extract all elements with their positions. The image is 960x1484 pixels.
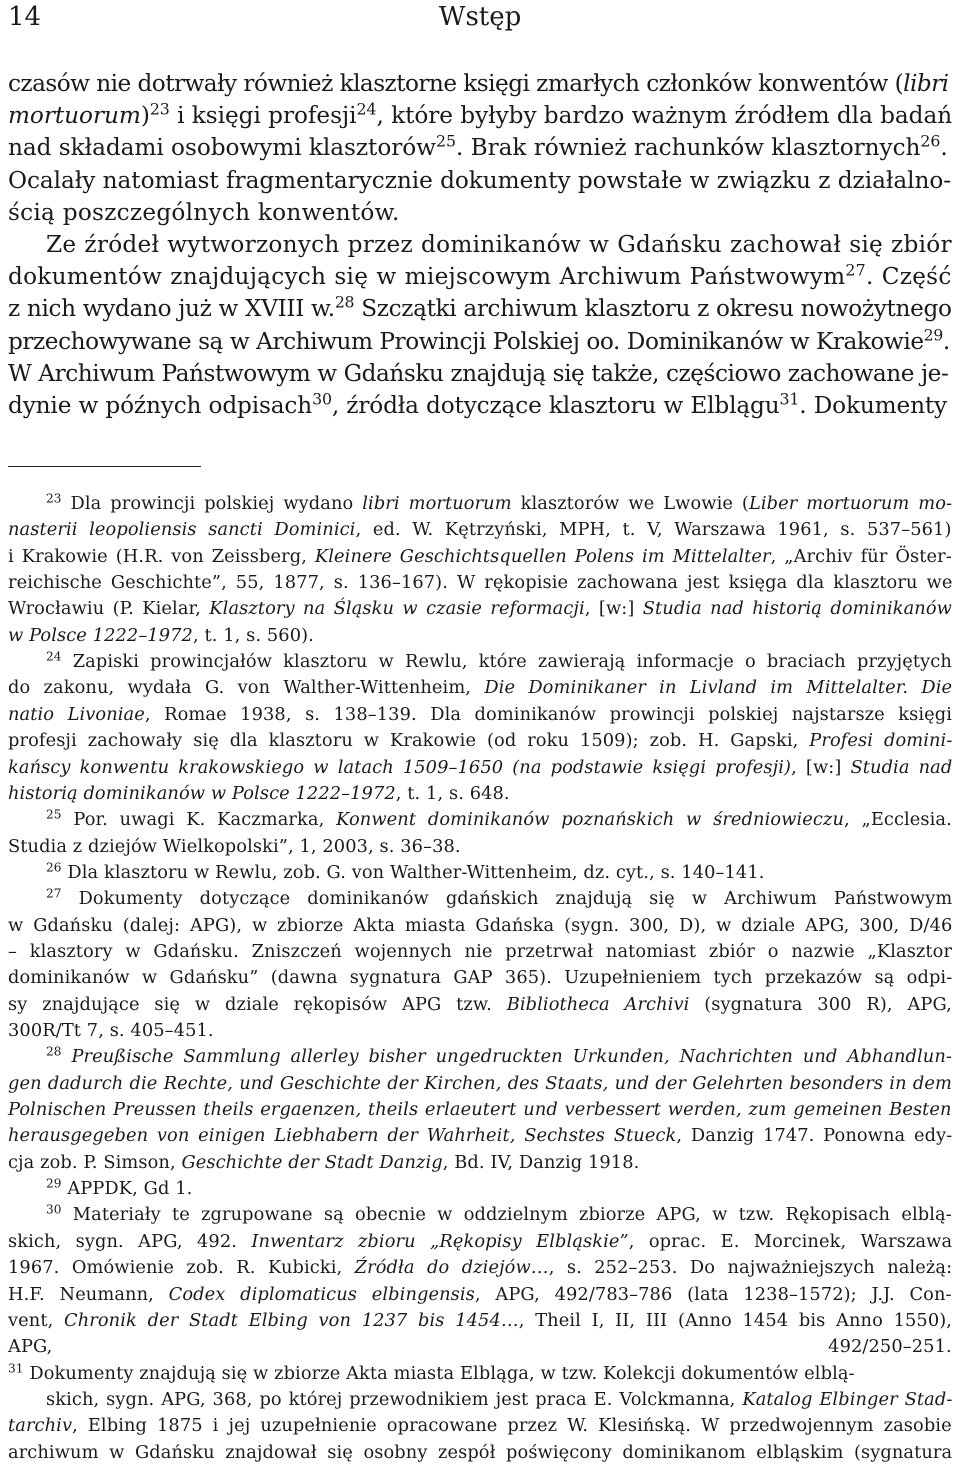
text-run: APPDK, Gd 1.: [61, 1178, 193, 1200]
text-run: , Danzig 1747. Ponowna edy-: [676, 1125, 953, 1147]
text-run: czasów nie dotrwały również klasztorne księgi zmarłych członków konwentów (: [8, 70, 904, 97]
running-head: Wstęp: [438, 2, 522, 32]
text-run: Dokumenty dotyczące dominikanów gdańskich znajdują się w Archiwum Państwowym: [61, 888, 953, 910]
body-line: [8, 131, 948, 162]
text-run: dominikanów w Gdańsku” (dawna sygnatura GAP 365). Uzupełnieniem tych przekazów są odpi-: [8, 967, 953, 989]
footnote-line: [46, 493, 952, 514]
body-line: [8, 70, 949, 97]
footnote-line: [8, 1073, 952, 1094]
text-run: ): [140, 102, 150, 130]
text-run: [62, 1046, 72, 1067]
text-run: Ze źródeł wytworzonych przez dominikanów w Gdańsku zachował się zbiór: [46, 231, 952, 258]
text-run: Por. uwagi K. Kaczmarka,: [61, 809, 337, 831]
italic-text: mortuorum: [8, 102, 141, 130]
text-run: . Dokumenty: [799, 392, 947, 419]
italic-text: Kleinere Geschichtsquellen Polens im Mittelalter: [314, 545, 771, 567]
text-run: , t. 1, s. 560).: [192, 624, 314, 646]
text-run: do zakonu, wydała G. von Walther-Wittenheim,: [8, 677, 485, 699]
italic-text: libri mortuorum: [362, 493, 512, 514]
footnote-line: [8, 519, 951, 540]
note-reference: 29: [46, 1176, 62, 1191]
text-run: 1967. Omówienie zob. R. Kubicki,: [8, 1257, 355, 1279]
footnote-line: [46, 1204, 952, 1225]
text-run: H.F. Neumann,: [8, 1283, 169, 1305]
italic-text: libri: [903, 70, 949, 97]
text-run: cja zob. P. Simson,: [8, 1151, 182, 1173]
text-run: , które byłyby bardzo ważnym źródłem dla badań: [376, 102, 953, 130]
text-run: , [w:]: [584, 598, 643, 620]
italic-text: Codex diplomaticus elbingensis: [168, 1283, 475, 1305]
italic-text: gen dadurch die Rechte, und Geschichte der Kirchen, des Staats, und der Gelehrten besonders in dem: [8, 1072, 952, 1094]
text-run: W Archiwum Państwowym w Gdańsku znajdują się także, częściowo zachowane je-: [8, 359, 949, 387]
italic-text: Studia nad historią dominikanów: [642, 598, 952, 620]
body-line: [8, 99, 953, 130]
note-reference: 25: [435, 131, 456, 151]
text-run: i Krakowie (H.R. von Zeissberg,: [8, 545, 315, 567]
footnote-line: [8, 757, 952, 778]
italic-text: Geschichte der Stadt Danzig: [181, 1151, 443, 1173]
italic-text: nasterii leopoliensis sancti Dominici: [8, 519, 356, 541]
text-run: klasztorów we Lwowie (: [511, 493, 749, 514]
text-run: Dokumenty znajdują się w zbiorze Akta miasta Elbląga, w tzw. Kolekcji dokumentów elblą-: [23, 1362, 855, 1384]
footnote-line: [8, 625, 314, 646]
text-run: z nich wydano już w XVIII w.: [8, 295, 335, 323]
text-run: APG, 492/250–251.: [8, 1336, 952, 1358]
text-run: , „Ecclesia.: [844, 809, 952, 831]
text-run: .: [942, 327, 950, 355]
body-line: [8, 389, 947, 419]
italic-text: Studia nad: [850, 756, 953, 778]
note-reference: 26: [46, 860, 62, 875]
footnote-line: [8, 1284, 952, 1305]
footnote-line: [8, 915, 952, 936]
text-run: przechowywane są w Archiwum Prowincji Polskiej oo. Dominikanów w Krakowie: [8, 327, 924, 355]
footnote-line: [46, 888, 952, 909]
text-run: , „Archiv für Öster-: [770, 545, 952, 567]
body-line: [8, 360, 948, 387]
italic-text: w Polsce 1222–1972: [8, 624, 193, 646]
text-run: (sygnatura 300 R), APG,: [689, 993, 952, 1015]
text-run: , s. 252–253. Do najważniejszych należą:: [548, 1257, 953, 1279]
text-run: w Gdańsku (dalej: APG), w zbiorze Akta miasta Gdańska (sygn. 300, D), w dziale APG, 300, D/46: [8, 914, 953, 936]
text-run: profesji zachowały się dla klasztoru w Krakowie (od roku 1509); zob. H. Gapski,: [8, 730, 810, 752]
text-run: Szczątki archiwum klasztoru z okresu nowożytnego: [354, 295, 952, 323]
note-reference: 26: [920, 131, 941, 151]
text-run: Materiały te zgrupowane są obecnie w oddzielnym zbiorze APG, w tzw. Rękopisach elblą-: [61, 1204, 952, 1226]
note-reference: 23: [149, 99, 170, 119]
note-reference: 24: [46, 649, 62, 664]
footnote-line: [8, 1415, 952, 1436]
italic-text: tarchiv: [8, 1415, 73, 1437]
text-run: , Theil I, II, III (Anno 1454 bis Anno 1550),: [518, 1309, 953, 1331]
italic-text: Polnischen Preussen theils ergaenzen, theils erlaeutert und verbessert werden, zum gemeinen Besten: [8, 1099, 952, 1121]
text-run: , [w:]: [791, 756, 851, 778]
text-run: . Brak również rachunków klasztornych: [455, 134, 921, 162]
italic-text: Źródła do dziejów…: [354, 1257, 549, 1279]
footnote-rule: [8, 466, 201, 467]
text-run: Zapiski prowincjałów klasztoru w Rewlu, które zawierają informacje o braciach przyjętych: [61, 651, 952, 673]
footnote-line: [8, 572, 952, 593]
italic-text: historią dominikanów w Polsce 1222–1972: [8, 782, 396, 804]
body-line: [8, 324, 950, 355]
text-run: , Bd. IV, Danzig 1918.: [442, 1151, 640, 1173]
text-run: , Romae 1938, s. 138–139. Dla dominikanów prowincji polskiej najstarsze księgi: [144, 703, 953, 725]
text-run: .: [940, 134, 948, 162]
text-run: , oprac. E. Morcinek, Warszawa: [628, 1230, 953, 1252]
text-run: Studia z dziejów Wielkopolski”, 1, 2003, s. 36–38.: [8, 835, 461, 857]
text-run: – klasztory w Gdańsku. Zniszczeń wojennych nie przetrwał natomiast zbiór o nazwie „Klasztor: [8, 940, 953, 962]
italic-text: Die Dominikaner in Livland im Mittelalter. Die: [484, 677, 953, 699]
footnote-line: [8, 1310, 952, 1331]
footnote-line: [8, 677, 952, 698]
body-line: [8, 260, 952, 291]
footnote-line: [8, 546, 952, 567]
footnote-line: [8, 967, 952, 988]
text-run: , źródła dotyczące klasztoru w Elblągu: [331, 392, 780, 419]
text-run: , ed. W. Kętrzyński, MPH, t. V, Warszawa 1961, s. 537–561): [355, 519, 952, 541]
note-reference: 31: [8, 1360, 24, 1375]
text-run: Dla prowincji polskiej wydano: [61, 493, 363, 514]
text-run: dokumentów znajdujących się w miejscowym Archiwum Państwowym: [8, 263, 846, 291]
footnote-line: [8, 836, 461, 857]
footnote-line: [8, 1020, 214, 1041]
note-reference: 28: [334, 292, 355, 312]
footnote-line: [8, 1152, 639, 1173]
italic-text: Liber mortuorum mo-: [748, 493, 953, 514]
text-run: reichische Geschichte”, 55, 1877, s. 136–167). W rękopisie zachowana jest księga dla klasztoru we: [8, 572, 953, 594]
text-run: archiwum w Gdańsku znajdował się osobny zespół poświęcony dominikanom elbląskim (sygnatura: [8, 1441, 953, 1463]
text-run: nad składami osobowymi klasztorów: [8, 134, 436, 162]
footnote-line: [8, 941, 952, 962]
body-line: [8, 167, 951, 194]
footnote-line: [8, 1442, 952, 1463]
italic-text: Profesi domini-: [809, 730, 953, 752]
body-line: [8, 199, 400, 226]
note-reference: 30: [46, 1202, 62, 1217]
text-run: dynie w późnych odpisach: [8, 392, 313, 419]
note-reference: 28: [46, 1044, 62, 1059]
footnote-line: [8, 1231, 952, 1252]
footnote-line: [8, 730, 952, 751]
text-run: skich, sygn. APG, 368, po której przewodnikiem jest praca E. Volckmanna,: [46, 1388, 743, 1410]
italic-text: Chronik der Stadt Elbing von 1237 bis 1454…: [64, 1309, 519, 1331]
note-reference: 23: [46, 491, 62, 506]
italic-text: natio Livoniae: [8, 703, 145, 725]
text-run: , t. 1, s. 648.: [395, 782, 510, 804]
page-number: 14: [8, 2, 42, 32]
footnote-line: [8, 598, 952, 619]
footnote-line: [8, 1125, 952, 1146]
italic-text: Preußische Sammlung allerley bisher ungedruckten Urkunden, Nachrichten und Abhandlun-: [71, 1046, 952, 1068]
note-reference: 24: [356, 99, 377, 119]
footnote-line: [8, 1257, 952, 1278]
body-line: [8, 292, 952, 323]
text-run: Dla klasztoru w Rewlu, zob. G. von Walther-Wittenheim, dz. cyt., s. 140–141.: [61, 861, 765, 883]
text-run: Wrocławiu (P. Kielar,: [8, 598, 210, 620]
footnote-line: [8, 994, 952, 1015]
footnote-line: [8, 1360, 855, 1384]
italic-text: Klasztory na Śląsku w czasie reformacji: [209, 598, 585, 620]
text-run: . Część: [865, 263, 952, 291]
note-reference: 27: [845, 260, 866, 280]
text-run: 300R/Tt 7, s. 405–451.: [8, 1020, 214, 1041]
footnote-line: [8, 704, 952, 725]
note-reference: 29: [923, 324, 943, 344]
italic-text: Bibliotheca Archivi: [506, 993, 690, 1015]
body-line: [46, 231, 952, 258]
footnote-line: [46, 809, 952, 830]
footnote-line: [46, 1046, 952, 1067]
text-run: ścią poszczególnych konwentów.: [8, 198, 400, 226]
italic-text: Konwent dominikanów poznańskich w średniowieczu: [336, 809, 844, 831]
italic-text: herausgegeben von einigen Liebhabern der Wahrheit, Sechstes Stueck: [8, 1125, 677, 1147]
italic-text: Katalog Elbinger Stad-: [742, 1388, 953, 1410]
note-reference: 30: [312, 389, 332, 409]
note-reference: 25: [46, 807, 62, 822]
footnote-line: [46, 651, 952, 672]
footnote-line: [8, 1336, 952, 1357]
text-run: skich, sygn. APG, 492.: [8, 1230, 252, 1252]
footnote-line: [46, 1389, 952, 1410]
italic-text: Inwentarz zbioru „Rękopisy Elbląskie”: [251, 1230, 629, 1252]
note-reference: 27: [46, 886, 62, 901]
text-run: vent,: [8, 1309, 65, 1331]
text-run: i księgi profesji: [169, 102, 357, 130]
footnote-line: [46, 1178, 192, 1199]
footnote-line: [46, 862, 765, 883]
text-run: Ocalały natomiast fragmentarycznie dokumenty powstałe w związku z działalno-: [8, 166, 952, 194]
text-run: , Elbing 1875 i jej uzupełnienie opracowane przez W. Klesińską. W przedwojennym zasobie: [72, 1415, 952, 1437]
text-run: , APG, 492/783–786 (lata 1238–1572); J.J. Con-: [474, 1283, 952, 1305]
footnote-line: [8, 783, 510, 804]
footnote-line: [8, 1099, 952, 1120]
text-run: sy znajdujące się w dziale rękopisów APG tzw.: [8, 993, 507, 1015]
note-reference: 31: [779, 389, 800, 409]
italic-text: kańscy konwentu krakowskiego w latach 1509–1650 (na podstawie księgi profesji): [8, 756, 792, 778]
